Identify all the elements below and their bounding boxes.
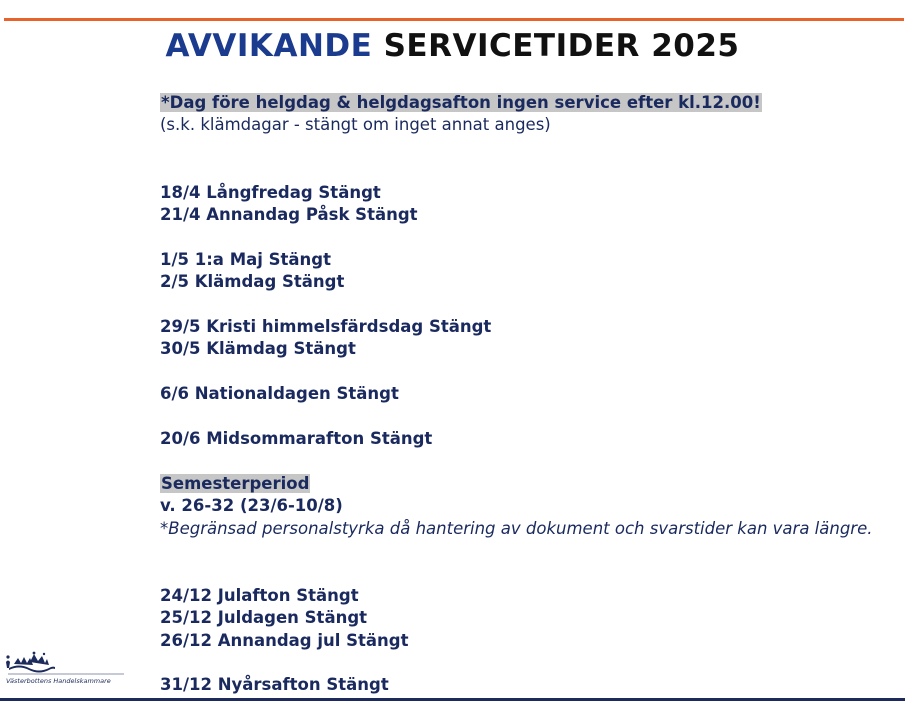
list-item-julafton: 24/12 Julafton Stängt: [160, 585, 359, 605]
list-item-klamdag-2-5: 2/5 Klämdag Stängt: [160, 272, 345, 292]
title-part-avvikande: AVVIKANDE: [165, 28, 373, 64]
list-item-klamdag-30-5: 30/5 Klämdag Stängt: [160, 339, 356, 359]
vacation-heading: Semesterperiod: [161, 473, 310, 493]
intro-note: (s.k. klämdagar - stängt om inget annat anges): [160, 115, 551, 135]
vacation-weeks: v. 26-32 (23/6-10/8): [160, 496, 343, 516]
list-item-nyarsafton: 31/12 Nyårsafton Stängt: [160, 675, 389, 695]
list-item-kristi-himmelsfardsdag: 29/5 Kristi himmelsfärdsdag Stängt: [160, 317, 492, 337]
top-accent-line: [4, 18, 904, 21]
page-title: [0, 28, 905, 64]
list-item-annandag-pask: 21/4 Annandag Påsk Stängt: [160, 205, 418, 225]
title-part-servicetider: SERVICETIDER 2025: [383, 28, 740, 64]
list-item-juldagen: 25/12 Juldagen Stängt: [160, 608, 368, 628]
list-item-nationaldagen: 6/6 Nationaldagen Stängt: [160, 384, 399, 404]
list-item-1-maj: 1/5 1:a Maj Stängt: [160, 249, 331, 269]
list-item-langfredag: 18/4 Långfredag Stängt: [160, 182, 381, 202]
intro-highlight-line: [160, 92, 900, 114]
list-item-midsommarafton: 20/6 Midsommarafton Stängt: [160, 429, 433, 449]
schedule-content: [160, 92, 900, 697]
bottom-accent-line: [0, 698, 905, 701]
logo-caption: Västerbottens Handelskammare: [6, 677, 111, 685]
vacation-note: *Begränsad personalstyrka då hantering av dokument och svarstider kan vara längre.: [160, 518, 873, 538]
vacation-heading-line: [160, 473, 900, 495]
list-item-annandag-jul: 26/12 Annandag jul Stängt: [160, 630, 409, 650]
intro-highlight-text: *Dag före helgdag & helgdagsafton ingen service efter kl.12.00!: [161, 93, 761, 112]
